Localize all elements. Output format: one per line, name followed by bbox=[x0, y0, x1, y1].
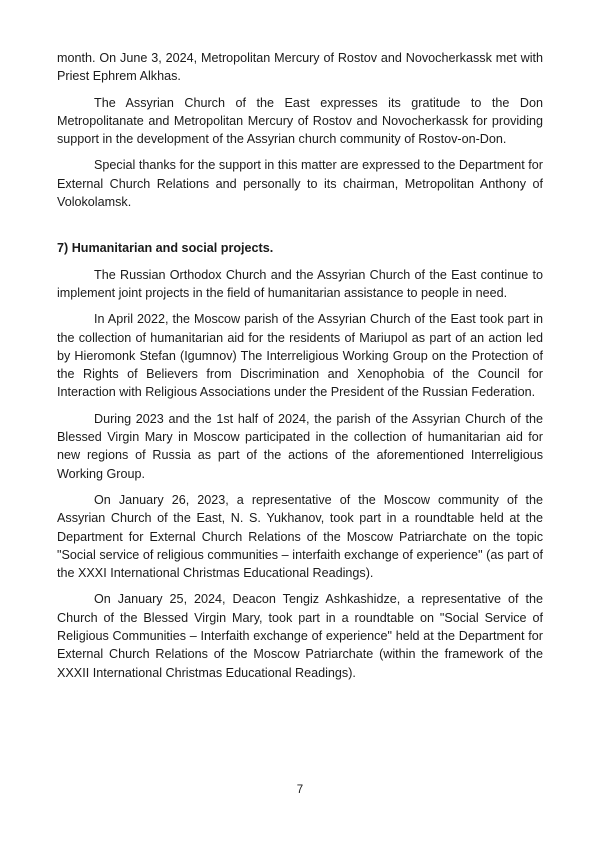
paragraph-gratitude: The Assyrian Church of the East expresses its gratitude to the Don Metropolitanate and Metropolitan Mercury of Rostov and Novocherkassk for providing support in the development of the Assyrian church community of Rostov-on-Don. bbox=[57, 95, 543, 147]
paragraph-april-2022: In April 2022, the Moscow parish of the Assyrian Church of the East took part in the collection of humanitarian aid for the residents of Mariupol as part of an action led by Hieromonk Stefan (Igumnov) The Interreligious Working Group on the Protection of the Rights of Believers from Discrimination and Xenophobia of the Council for Interaction with Religious Associations under the President of the Russian Federation. bbox=[57, 312, 543, 400]
paragraph-2023-2024: During 2023 and the 1st half of 2024, the parish of the Assyrian Church of the Blessed Virgin Mary in Moscow participated in the collection of humanitarian aid for new regions of Russia as part of the actions of the aforementioned Interreligious Working Group. bbox=[57, 411, 543, 481]
paragraph-special-thanks: Special thanks for the support in this matter are expressed to the Department for External Church Relations and personally to its chairman, Metropolitan Anthony of Volokolamsk. bbox=[57, 158, 543, 210]
paragraph-jan-2024: On January 25, 2024, Deacon Tengiz Ashkashidze, a representative of the Church of the Blessed Virgin Mary, took part in a roundtable on "Social Service of Religious Communities – Interfaith exchange of experience" held at the Department for External Church Relations of the Moscow Patriarchate (within the framework of the XXXII International Christmas Educational Readings). bbox=[57, 592, 543, 680]
document-page bbox=[57, 49, 543, 682]
paragraph-continued: month. On June 3, 2024, Metropolitan Mercury of Rostov and Novocherkassk met with Priest Ephrem Alkhas. bbox=[57, 51, 543, 84]
section-heading: 7) Humanitarian and social projects. bbox=[57, 241, 274, 256]
page-number: 7 bbox=[296, 784, 304, 796]
paragraph-jan-2023: On January 26, 2023, a representative of the Moscow community of the Assyrian Church of the East, N. S. Yukhanov, took part in a roundtable held at the Department for External Church Relations of the Moscow Patriarchate on the topic "Social service of religious communities – interfaith exchange of experience" (as part of the XXXI International Christmas Educational Readings). bbox=[57, 492, 543, 581]
paragraph-joint-projects: The Russian Orthodox Church and the Assyrian Church of the East continue to implement joint projects in the field of humanitarian assistance to people in need. bbox=[57, 267, 543, 300]
